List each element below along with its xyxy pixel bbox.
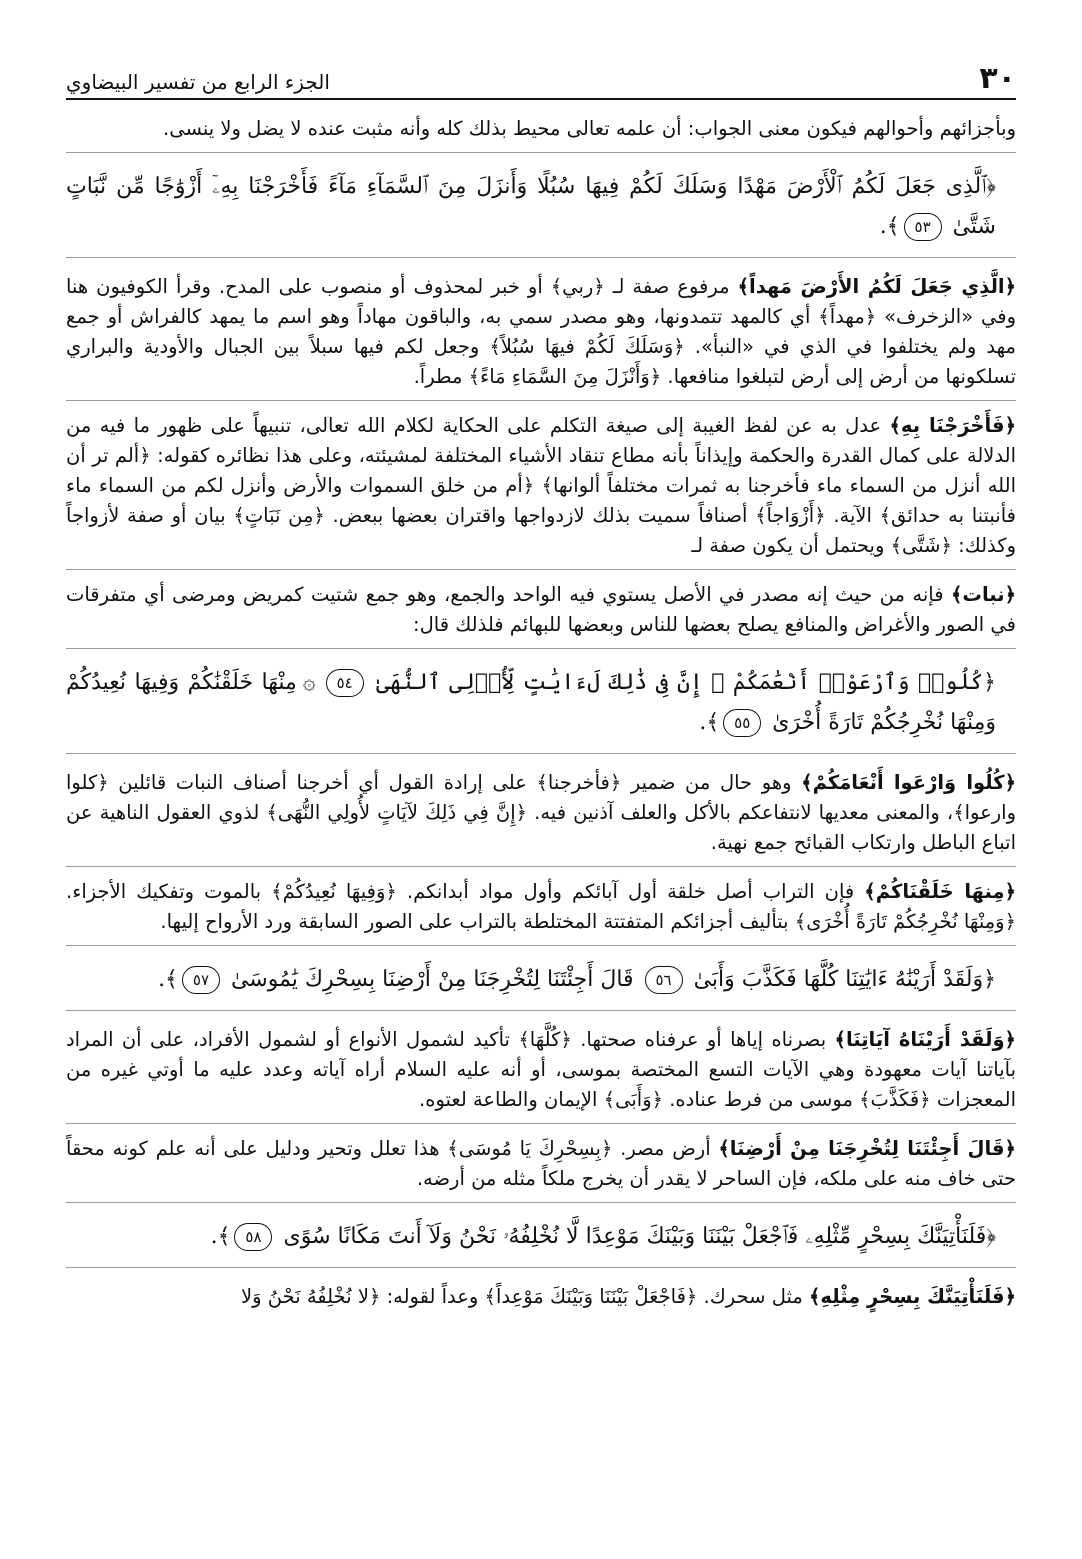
- page-header: [66, 52, 1016, 100]
- commentary-paragraph: ﴿فَأَخْرَجْنَا بِهِ﴾ عدل به عن لفظ الغيبة إلى صيغة التكلم على الحكاية لكلام الله تعالى، تنبيهاً على ظهور ما فيه من الدلالة على كمال القدرة والحكمة وإيذاناً بأنه مطاع تنقاد الأشياء المختلفة لمشيئته، وعلى هذا نظائره كقوله: ﴿ألم تر أن الله أنزل من السماء ماء فأخرجنا به ثمرات مختلفاً ألوانها﴾ ﴿أم من خلق السموات والأرض وأنزل لكم من السماء ماء فأنبتنا به حدائق﴾ الآية. ﴿أَزْوَاجاً﴾ أصنافاً سميت بذلك لازدواجها واقتران بعضها ببعض. ﴿مِن نَبَاتٍ﴾ بيان أو صفة لأزواجاً وكذلك: ﴿شَتَّى﴾ ويحتمل أن يكون صفة لـ: [66, 411, 1016, 570]
- ayah-number: ٥٨: [234, 1223, 272, 1251]
- ayah-number: ٥٦: [645, 966, 683, 994]
- commentary-paragraph: ﴿الَّذِي جَعَلَ لَكُمُ الأَرْضَ مَهداً﴾ مرفوع صفة لـ ﴿ربي﴾ أو خبر لمحذوف أو منصوب على المدح. وقرأ الكوفيون هنا وفي «الزخرف» ﴿مهداً﴾ أي كالمهد تتمدونها، وهو مصدر سمي به، والباقون مهاداً وهو اسم ما يمهد كالفراش أو جمع مهد ولم يختلفوا في الذي في «النبأ». ﴿وَسَلَكَ لَكُمْ فيهَا سُبُلاً﴾ وجعل لكم فيها سبلاً بين الجبال والأودية والبراري تسلكونها من أرض إلى أرض لتبلغوا منافعها. ﴿وَأَنْزَلَ مِنَ السَّمَاءِ مَاءً﴾ مطراً.: [66, 272, 1016, 401]
- commentary-paragraph: ﴿قَالَ أَجِئْتَنَا لِتُخْرِجَنَا مِنْ أَرْضِنَا﴾ أرض مصر. ﴿بِسِحْرِكَ يَا مُوسَى﴾ هذا تعلل وتحير ودليل على أنه علم كونه محقاً حتى خاف منه على ملكه، فإن الساحر لا يقدر أن يخرج ملكاً مثله من أرضه.: [66, 1134, 1016, 1203]
- lemma: ﴿كُلُوا وَارْعَوا أَنْعَامَكُمْ﴾: [801, 771, 1016, 794]
- quran-verse: ﴿فَلَنَأْتِيَنَّكَ بِسِحْرٍ مِّثْلِهِۦ فَٱجْعَلْ بَيْنَنَا وَبَيْنَكَ مَوْعِدًا لَّا نُخْلِفُهُۥ نَحْنُ وَلَآ أَنتَ مَكَانًا سُوًى ٥٨﴾.: [66, 1213, 1016, 1268]
- lemma: ﴿الَّذِي جَعَلَ لَكُمُ الأَرْضَ مَهداً﴾: [737, 275, 1017, 298]
- ayah-number: ٥٣: [904, 213, 942, 241]
- quran-verse: ﴿كُلُوا۟ وَٱرْعَوْا۟ أَنْعَٰمَكُمْ ۗ إِنَّ فِى ذَٰلِكَ لَءَايَٰتٍ لِّأُو۟لِى ٱلنُّهَىٰ ٥٤۞مِنْهَا خَلَقْنَٰكُمْ وَفِيهَا نُعِيدُكُمْ وَمِنْهَا نُخْرِجُكُمْ تَارَةً أُخْرَىٰ ٥٥﴾.: [66, 659, 1016, 754]
- quran-verse: ﴿ٱلَّذِى جَعَلَ لَكُمُ ٱلْأَرْضَ مَهْدًا وَسَلَكَ لَكُمْ فِيهَا سُبُلًا وَأَنزَلَ مِنَ ٱلسَّمَآءِ مَآءً فَأَخْرَجْنَا بِهِۦٓ أَزْوَٰجًا مِّن نَّبَاتٍ شَتَّىٰ ٥٣﴾.: [66, 163, 1016, 258]
- lemma: ﴿فَلَنَأْتِيَنَّكَ بِسِحْرٍ مِثْلِهِ﴾: [808, 1285, 1016, 1308]
- lemma: ﴿فَأَخْرَجْنَا بِهِ﴾: [889, 414, 1016, 437]
- commentary-paragraph: ﴿نبات﴾ فإنه من حيث إنه مصدر في الأصل يستوي فيه الواحد والجمع، وهو جمع شتيت كمريض ومرضى أي متفرقات في الصور والأغراض والمنافع يصلح بعضها للناس وبعضها للبهائم فلذلك قال:: [66, 580, 1016, 649]
- page-content: [66, 114, 1016, 1320]
- running-title: الجزء الرابع من تفسير البيضاوي: [66, 70, 330, 94]
- page-number: ٣٠: [979, 61, 1016, 96]
- commentary-paragraph: ﴿مِنهَا خَلَقْنَاكُمْ﴾ فإن التراب أصل خلقة أول آبائكم وأول مواد أبدانكم. ﴿وَفِيهَا نُعِيدُكُمْ﴾ بالموت وتفكيك الأجزاء. ﴿وَمِنْهَا نُخْرِجُكُمْ تَارَةً أُخْرَى﴾ بتأليف أجزائكم المتفتتة المختلطة بالتراب على الصور السابقة ورد الأرواح إليها.: [66, 877, 1016, 946]
- ayah-number: ٥٤: [326, 669, 364, 697]
- commentary-paragraph: ﴿فَلَنَأْتِيَنَّكَ بِسِحْرٍ مِثْلِهِ﴾ مثل سحرك. ﴿فَاجْعَلْ بَيْنَنَا وَبَيْنَكَ مَوْعِداً﴾ وعداً لقوله: ﴿لا نُخْلِفُهُ نَحْنُ وَلا: [241, 1285, 1016, 1308]
- lemma: ﴿مِنهَا خَلَقْنَاكُمْ﴾: [864, 880, 1016, 903]
- lemma: ﴿وَلَقَدْ أَرَيْنَاهُ آيَاتِنَا﴾: [834, 1028, 1016, 1051]
- commentary-paragraph: وبأجزائهم وأحوالهم فيكون معنى الجواب: أن علمه تعالى محيط بذلك كله وأنه مثبت عنده لا يضل ولا ينسى.: [66, 114, 1016, 153]
- commentary-paragraph: ﴿وَلَقَدْ أَرَيْنَاهُ آيَاتِنَا﴾ بصرناه إياها أو عرفناه صحتها. ﴿كُلَّهَا﴾ تأكيد لشمول الأنواع أو لشمول الأفراد، على أن المراد بآياتنا آيات معهودة وهي الآيات التسع المختصة بموسى، أو أنه عليه السلام أراه آياته وعدد عليه ما أوتي غيره من المعجزات ﴿فَكَذَّبَ﴾ موسى من فرط عناده. ﴿وَأَبَى﴾ الإيمان والطاعة لعتوه.: [66, 1025, 1016, 1124]
- ayah-number: ٥٧: [182, 966, 220, 994]
- rub-el-hizb-icon: ۞: [302, 670, 316, 695]
- lemma: ﴿نبات﴾: [950, 583, 1016, 606]
- commentary-paragraph: ﴿كُلُوا وَارْعَوا أَنْعَامَكُمْ﴾ وهو حال من ضمير ﴿فأخرجنا﴾ على إرادة القول أي أخرجنا أصناف النبات قائلين ﴿كلوا وارعوا﴾، والمعنى معديها لانتفاعكم بالأكل والعلف آذنين فيه. ﴿إِنَّ فِي ذَلِكَ لآيَاتٍ لأُولِي النُّهَى﴾ لذوي العقول الناهية عن اتباع الباطل وارتكاب القبائح جمع نهية.: [66, 768, 1016, 867]
- lemma: ﴿قَالَ أَجِئْتَنَا لِتُخْرِجَنَا مِنْ أَرْضِنَا﴾: [718, 1137, 1016, 1160]
- ayah-number: ٥٥: [723, 709, 761, 737]
- quran-verse: ﴿وَلَقَدْ أَرَيْنَٰهُ ءَايَٰتِنَا كُلَّهَا فَكَذَّبَ وَأَبَىٰ ٥٦ قَالَ أَجِئْتَنَا لِتُخْرِجَنَا مِنْ أَرْضِنَا بِسِحْرِكَ يَٰمُوسَىٰ ٥٧﴾.: [66, 956, 1016, 1011]
